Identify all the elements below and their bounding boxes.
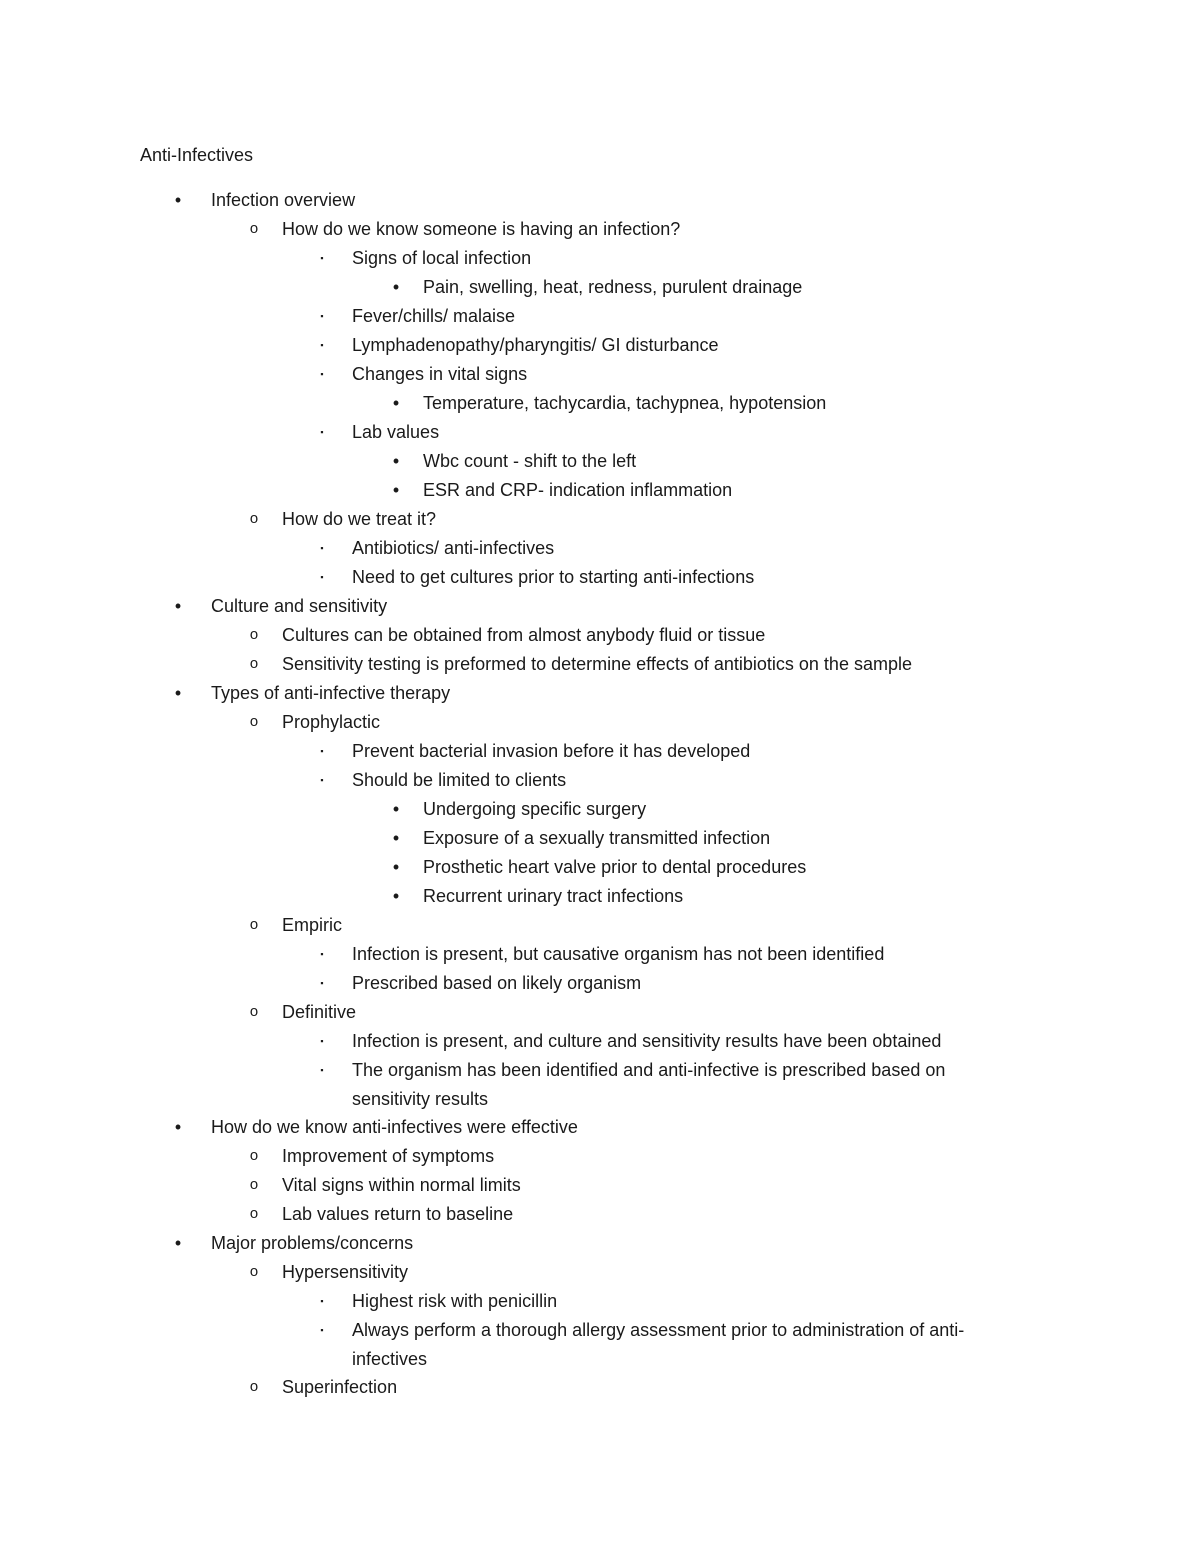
list-item-level-3 [0,360,1200,389]
list-item-level-4 [0,447,1200,476]
list-item-text: Fever/chills/ malaise [352,306,516,326]
list-item-text: The organism has been identified and anti-infective is prescribed based on [352,1060,946,1080]
bullet-icon: • [174,1233,182,1253]
list-item-level-4 [0,476,1200,505]
bullet-icon: • [392,480,400,500]
circle-bullet-icon: o [249,714,259,731]
list-item-level-3 [0,1027,1200,1056]
circle-bullet-icon: o [249,1148,259,1165]
list-item-text: Pain, swelling, heat, redness, purulent drainage [423,277,803,297]
list-item-level-1 [0,679,1200,708]
list-item-level-4 [0,853,1200,882]
list-item-level-2 [0,621,1200,650]
list-item-level-4 [0,882,1200,911]
list-item-level-3 [0,418,1200,447]
bullet-icon: • [174,596,182,616]
square-bullet-icon: ▪ [320,369,324,379]
list-item-text: infectives [352,1349,428,1369]
square-bullet-icon: ▪ [320,775,324,785]
circle-bullet-icon: o [249,656,259,673]
list-item-level-3 [0,331,1200,360]
list-item-level-3 [0,766,1200,795]
list-item-text: How do we treat it? [282,509,437,529]
outline-list [0,186,1200,1402]
bullet-icon: • [392,799,400,819]
square-bullet-icon: ▪ [320,1325,324,1335]
list-item-text: Exposure of a sexually transmitted infection [423,828,771,848]
list-item-text: Antibiotics/ anti-infectives [352,538,555,558]
square-bullet-icon: ▪ [320,311,324,321]
list-item-level-1 [0,592,1200,621]
list-item-level-2 [0,505,1200,534]
list-item-level-4 [0,795,1200,824]
list-item-level-4 [0,389,1200,418]
list-item-level-2 [0,1142,1200,1171]
circle-bullet-icon: o [249,511,259,528]
list-item-level-3 [0,563,1200,592]
list-item-text: Definitive [282,1002,357,1022]
list-item-level-3 [0,1316,1200,1345]
square-bullet-icon: ▪ [320,340,324,350]
circle-bullet-icon: o [249,1379,259,1396]
square-bullet-icon: ▪ [320,253,324,263]
list-item-continuation [0,1345,1200,1373]
list-item-level-4 [0,273,1200,302]
list-item-text: How do we know someone is having an infection? [282,219,681,239]
list-item-level-1 [0,186,1200,215]
list-item-text: Prescribed based on likely organism [352,973,642,993]
square-bullet-icon: ▪ [320,746,324,756]
list-item-level-2 [0,708,1200,737]
bullet-icon: • [392,828,400,848]
list-item-text: Prosthetic heart valve prior to dental procedures [423,857,807,877]
list-item-level-2 [0,215,1200,244]
circle-bullet-icon: o [249,1177,259,1194]
bullet-icon: • [392,393,400,413]
list-item-text: ESR and CRP- indication inflammation [423,480,733,500]
list-item-text: Types of anti-infective therapy [211,683,451,703]
square-bullet-icon: ▪ [320,978,324,988]
list-item-text: Signs of local infection [352,248,532,268]
list-item-text: How do we know anti-infectives were effective [211,1117,578,1137]
square-bullet-icon: ▪ [320,572,324,582]
list-item-text: Temperature, tachycardia, tachypnea, hypotension [423,393,827,413]
list-item-text: Cultures can be obtained from almost anybody fluid or tissue [282,625,766,645]
list-item-level-4 [0,824,1200,853]
square-bullet-icon: ▪ [320,1296,324,1306]
list-item-level-2 [0,998,1200,1027]
list-item-level-3 [0,302,1200,331]
square-bullet-icon: ▪ [320,427,324,437]
list-item-text: Lab values return to baseline [282,1204,514,1224]
list-item-level-1 [0,1229,1200,1258]
square-bullet-icon: ▪ [320,1036,324,1046]
list-item-text: Lymphadenopathy/pharyngitis/ GI disturbance [352,335,719,355]
circle-bullet-icon: o [249,221,259,238]
bullet-icon: • [392,451,400,471]
list-item-text: Hypersensitivity [282,1262,409,1282]
list-item-text: Wbc count - shift to the left [423,451,637,471]
list-item-level-3 [0,534,1200,563]
list-item-text: Prophylactic [282,712,381,732]
circle-bullet-icon: o [249,1206,259,1223]
list-item-level-3 [0,1056,1200,1085]
list-item-text: Always perform a thorough allergy assessment prior to administration of anti- [352,1320,965,1340]
circle-bullet-icon: o [249,1004,259,1021]
list-item-level-3 [0,969,1200,998]
bullet-icon: • [174,190,182,210]
list-item-level-1 [0,1113,1200,1142]
bullet-icon: • [392,277,400,297]
list-item-level-3 [0,940,1200,969]
list-item-level-2 [0,650,1200,679]
list-item-text: sensitivity results [352,1089,489,1109]
bullet-icon: • [174,1117,182,1137]
list-item-level-2 [0,911,1200,940]
list-item-level-3 [0,244,1200,273]
list-item-level-3 [0,1287,1200,1316]
list-item-level-2 [0,1200,1200,1229]
list-item-text: Superinfection [282,1377,398,1397]
list-item-text: Infection is present, and culture and sensitivity results have been obtained [352,1031,942,1051]
list-item-text: Should be limited to clients [352,770,567,790]
list-item-continuation [0,1085,1200,1113]
list-item-level-3 [0,737,1200,766]
list-item-text: Infection overview [211,190,356,210]
bullet-icon: • [392,886,400,906]
list-item-text: Highest risk with penicillin [352,1291,558,1311]
list-item-text: Lab values [352,422,440,442]
list-item-level-2 [0,1171,1200,1200]
square-bullet-icon: ▪ [320,949,324,959]
list-item-text: Major problems/concerns [211,1233,414,1253]
list-item-text: Culture and sensitivity [211,596,388,616]
circle-bullet-icon: o [249,627,259,644]
list-item-text: Need to get cultures prior to starting anti-infections [352,567,755,587]
list-item-text: Undergoing specific surgery [423,799,647,819]
list-item-text: Sensitivity testing is preformed to determine effects of antibiotics on the sample [282,654,912,674]
list-item-text: Prevent bacterial invasion before it has developed [352,741,751,761]
bullet-icon: • [392,857,400,877]
bullet-icon: • [174,683,182,703]
list-item-level-2 [0,1373,1200,1402]
list-item-text: Empiric [282,915,343,935]
list-item-level-2 [0,1258,1200,1287]
list-item-text: Improvement of symptoms [282,1146,495,1166]
circle-bullet-icon: o [249,1264,259,1281]
square-bullet-icon: ▪ [320,543,324,553]
list-item-text: Vital signs within normal limits [282,1175,521,1195]
square-bullet-icon: ▪ [320,1065,324,1075]
circle-bullet-icon: o [249,917,259,934]
list-item-text: Infection is present, but causative organism has not been identified [352,944,885,964]
document-title: Anti-Infectives [140,145,254,165]
list-item-text: Changes in vital signs [352,364,528,384]
list-item-text: Recurrent urinary tract infections [423,886,684,906]
